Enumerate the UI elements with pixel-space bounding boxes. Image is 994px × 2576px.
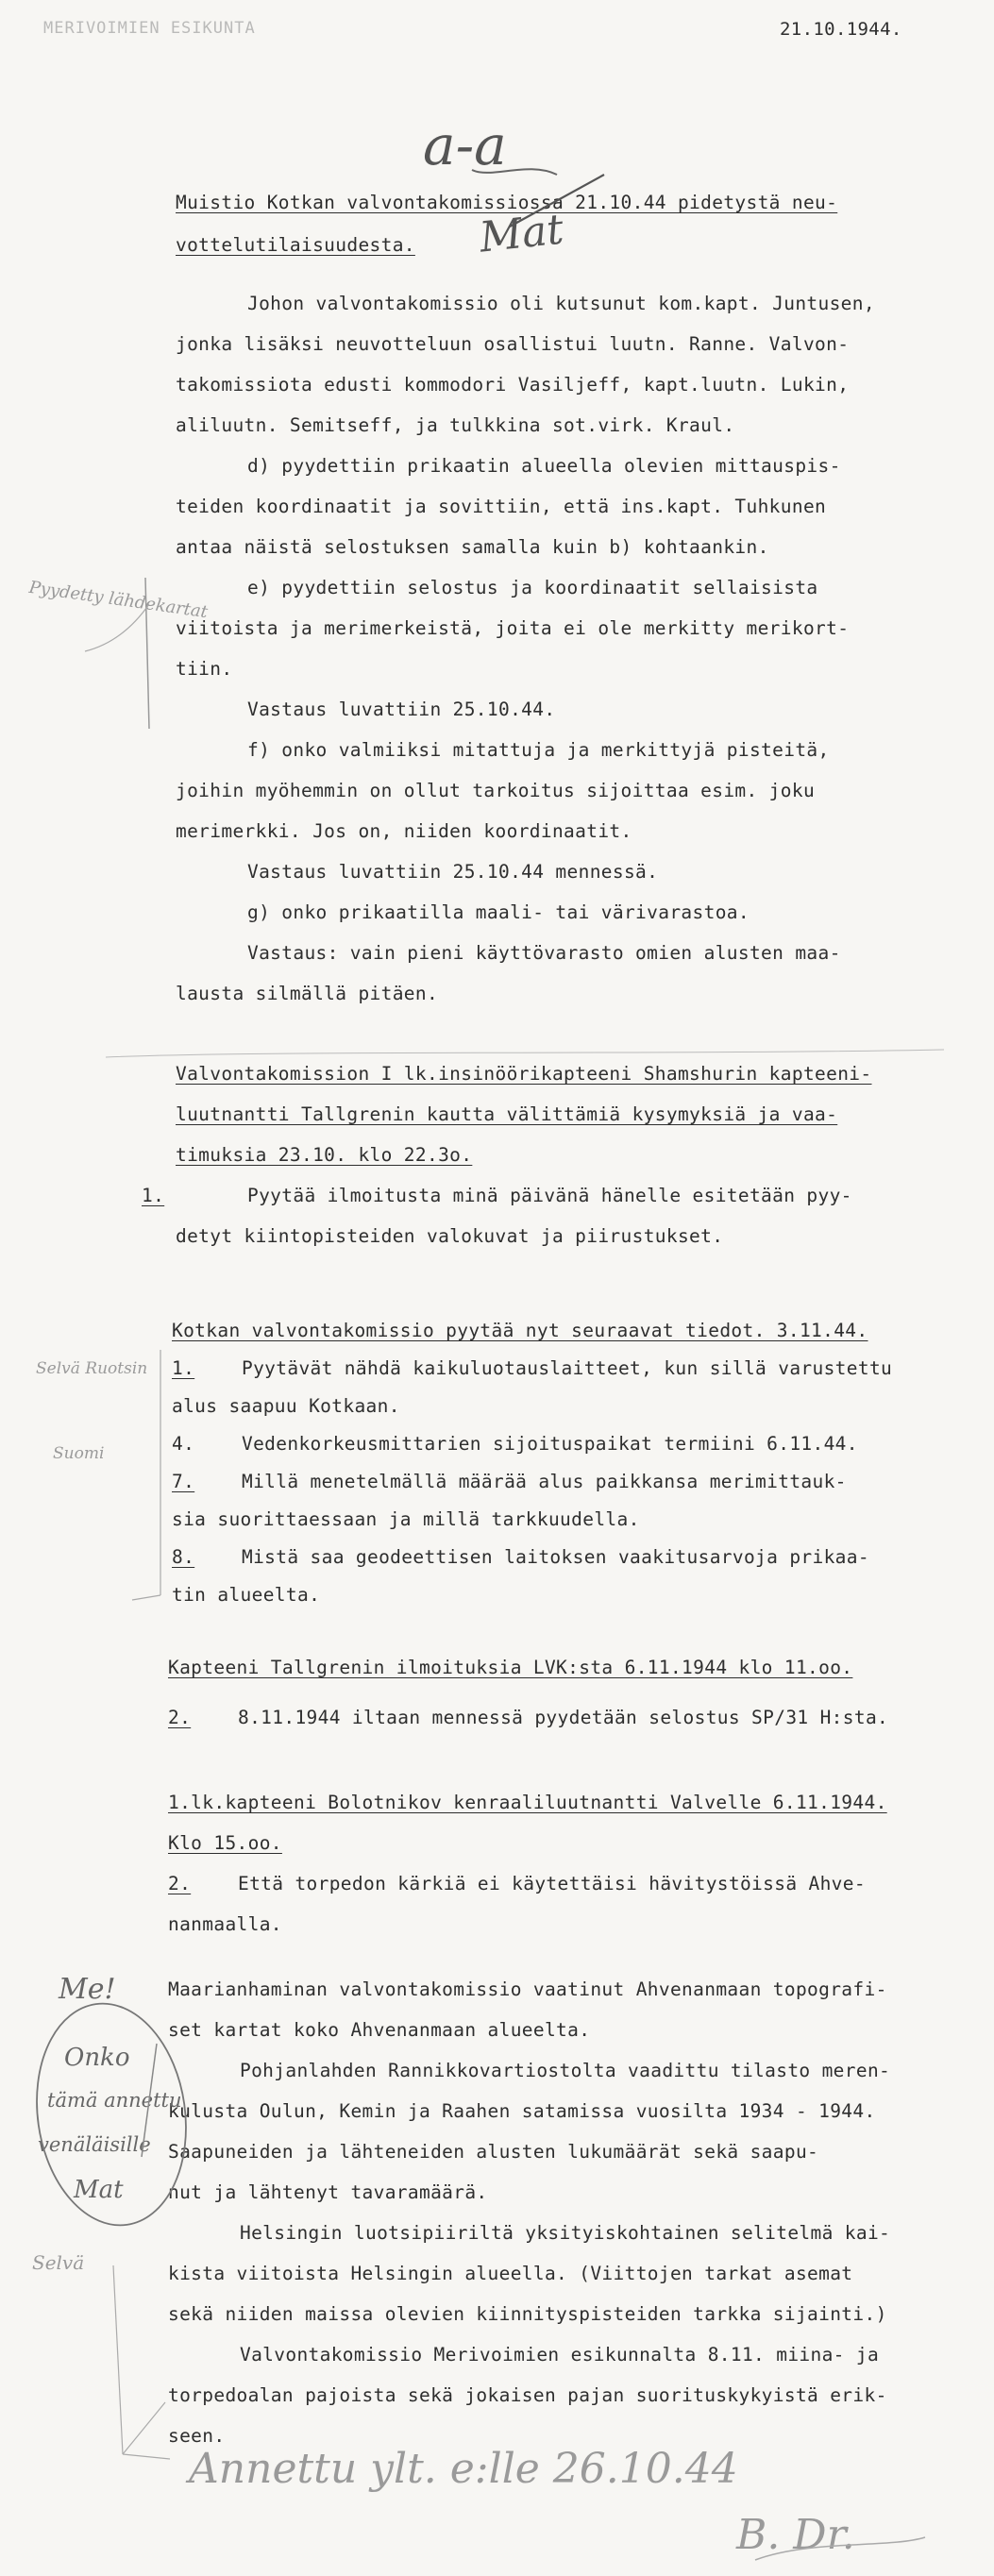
item-g-line: g) onko prikaatilla maali- tai värivarastoa. [247,901,750,923]
margin-note-kotkan-2: Suomi [53,1444,105,1463]
item-g-answer-line: Vastaus: vain pieni käyttövarasto omien alusten maa- [247,942,841,964]
sec6-para-line: seen. [168,2425,226,2447]
sec5-heading-line: 1.lk.kapteeni Bolotnikov kenraaliluutnantti Valvelle 6.11.1944. [168,1792,887,1813]
sec5-item-2-line: Että torpedon kärkiä ei käytettäisi hävitystöissä Ahve- [238,1873,866,1894]
item-e-line: tiin. [176,658,233,680]
sec6-para-line: Pohjanlahden Rannikkovartiostolta vaadittu tilasto meren- [240,2060,891,2081]
sec3-item-8-line: tin alueelta. [172,1584,321,1606]
sec6-para-line: nut ja lähtenyt tavaramäärä. [168,2181,488,2203]
sec2-heading-line: Valvontakomission I lk.insinöörikapteeni Shamshurin kapteeni- [176,1063,872,1085]
sec6-para-line: sekä niiden maissa olevien kiinnityspisteiden tarkka sijainti.) [168,2303,887,2325]
item-f-answer: Vastaus luvattiin 25.10.44 mennessä. [247,861,659,883]
handwritten-signature-top: Mat [477,205,566,262]
sec3-item-number: 7. [172,1471,195,1492]
sec4-item-2: 8.11.1944 iltaan mennessä pyydetään selostus SP/31 H:sta. [238,1707,889,1728]
sec5-item-2-line: nanmaalla. [168,1913,282,1935]
margin-note-bottom: tämä annettu [47,2089,182,2112]
margin-note-kotkan-1: Selvä Ruotsin [36,1359,148,1378]
item-e-line: e) pyydettiin selostus ja koordinaatit sellaisista [247,577,818,598]
sec2-heading-line: timuksia 23.10. klo 22.3o. [176,1144,473,1166]
sec3-item-1-line: alus saapuu Kotkaan. [172,1395,400,1417]
footer-handwritten-signature: B. Dr. [736,2511,855,2559]
header-date: 21.10.1944. [780,19,902,40]
memo-title-line-1: Muistio Kotkan valvontakomissiossa 21.10.44 pidetystä neu- [176,192,838,213]
sec2-item-1-line: Pyytää ilmoitusta minä päivänä hänelle esitetään pyy- [247,1185,852,1206]
sec4-heading: Kapteeni Tallgrenin ilmoituksia LVK:sta 6.11.1944 klo 11.oo. [168,1657,853,1678]
para-intro-line: Johon valvontakomissio oli kutsunut kom.kapt. Juntusen, [247,293,875,314]
margin-note-bottom: Mat [74,2176,124,2204]
margin-note-bottom: Me! [59,1973,116,2006]
item-f-line: f) onko valmiiksi mitattuja ja merkittyjä pisteitä, [247,739,830,761]
item-e-answer: Vastaus luvattiin 25.10.44. [247,699,556,720]
sec2-heading-line: luutnantti Tallgrenin kautta välittämiä kysymyksiä ja vaa- [176,1103,838,1125]
handwritten-a-a: a-a [423,113,507,177]
item-f-line: merimerkki. Jos on, niiden koordinaatit. [176,820,632,842]
footer-handwritten-note: Annettu ylt. e:lle 26.10.44 [189,2445,738,2493]
sec6-para-line: Saapuneiden ja lähteneiden alusten lukumäärät sekä saapu- [168,2141,819,2163]
sec6-para-line: kulusta Oulun, Kemin ja Raahen satamissa vuosilta 1934 - 1944. [168,2100,876,2122]
memo-title-line-2: vottelutilaisuudesta. [176,234,415,256]
sec6-para-line: kista viitoista Helsingin alueella. (Viittojen tarkat asemat [168,2263,853,2284]
sec2-item-number: 1. [142,1185,165,1206]
para-intro-line: jonka lisäksi neuvotteluun osallistui luutn. Ranne. Valvon- [176,333,850,355]
para-intro-line: takomissiota edusti kommodori Vasiljeff, kapt.luutn. Lukin, [176,374,850,396]
margin-note-bottom: Onko [64,2044,130,2072]
item-e-line: viitoista ja merimerkeistä, joita ei ole merkitty merikort- [176,617,850,639]
sec3-item-7-line: sia suorittaessaan ja millä tarkkuudella. [172,1508,640,1530]
sec3-item-1-line: Pyytävät nähdä kaikuluotauslaitteet, kun sillä varustettu [242,1357,893,1379]
org-header: MERIVOIMIEN ESIKUNTA [43,19,256,38]
item-g-answer-line: lausta silmällä pitäen. [176,983,439,1004]
margin-note-bottom: venäläisille [38,2133,151,2156]
sec3-item-number: 8. [172,1546,195,1568]
sec6-para-line: set kartat koko Ahvenanmaan alueelta. [168,2019,591,2041]
sec3-item-number: 4. [172,1433,195,1455]
sec6-para-line: Maarianhaminan valvontakomissio vaatinut Ahvenanmaan topografi- [168,1978,887,2000]
margin-note-e: Pyydetty lähdekartat [27,577,210,623]
sec6-para-line: Valvontakomissio Merivoimien esikunnalta 8.11. miina- ja [240,2344,880,2366]
sec5-heading-line: Klo 15.oo. [168,1832,282,1854]
para-intro-line: aliluutn. Semitseff, ja tulkkina sot.virk. Kraul. [176,414,735,436]
item-d-line: d) pyydettiin prikaatin alueella olevien mittauspis- [247,455,841,477]
sec3-item-8-line: Mistä saa geodeettisen laitoksen vaakitusarvoja prikaa- [242,1546,869,1568]
sec4-item-number: 2. [168,1707,192,1728]
sec6-para-line: Helsingin luotsipiiriltä yksityiskohtainen selitelmä kai- [240,2222,891,2244]
sec3-item-7-line: Millä menetelmällä määrää alus paikkansa merimittauk- [242,1471,847,1492]
sec3-item-4: Vedenkorkeusmittarien sijoituspaikat termiini 6.11.44. [242,1433,858,1455]
margin-note-bottom: Selvä [32,2251,85,2274]
item-f-line: joihin myöhemmin on ollut tarkoitus sijoittaa esim. joku [176,780,816,801]
sec6-para-line: torpedoalan pajoista sekä jokaisen pajan suorituskykyistä erik- [168,2384,887,2406]
item-d-line: antaa näistä selostuksen samalla kuin b) kohtaankin. [176,536,769,558]
sec2-item-1-line: detyt kiintopisteiden valokuvat ja piirustukset. [176,1225,724,1247]
item-d-line: teiden koordinaatit ja sovittiin, että ins.kapt. Tuhkunen [176,496,827,517]
sec3-heading: Kotkan valvontakomissio pyytää nyt seuraavat tiedot. 3.11.44. [172,1320,868,1341]
sec5-item-number: 2. [168,1873,192,1894]
sec3-item-number: 1. [172,1357,195,1379]
